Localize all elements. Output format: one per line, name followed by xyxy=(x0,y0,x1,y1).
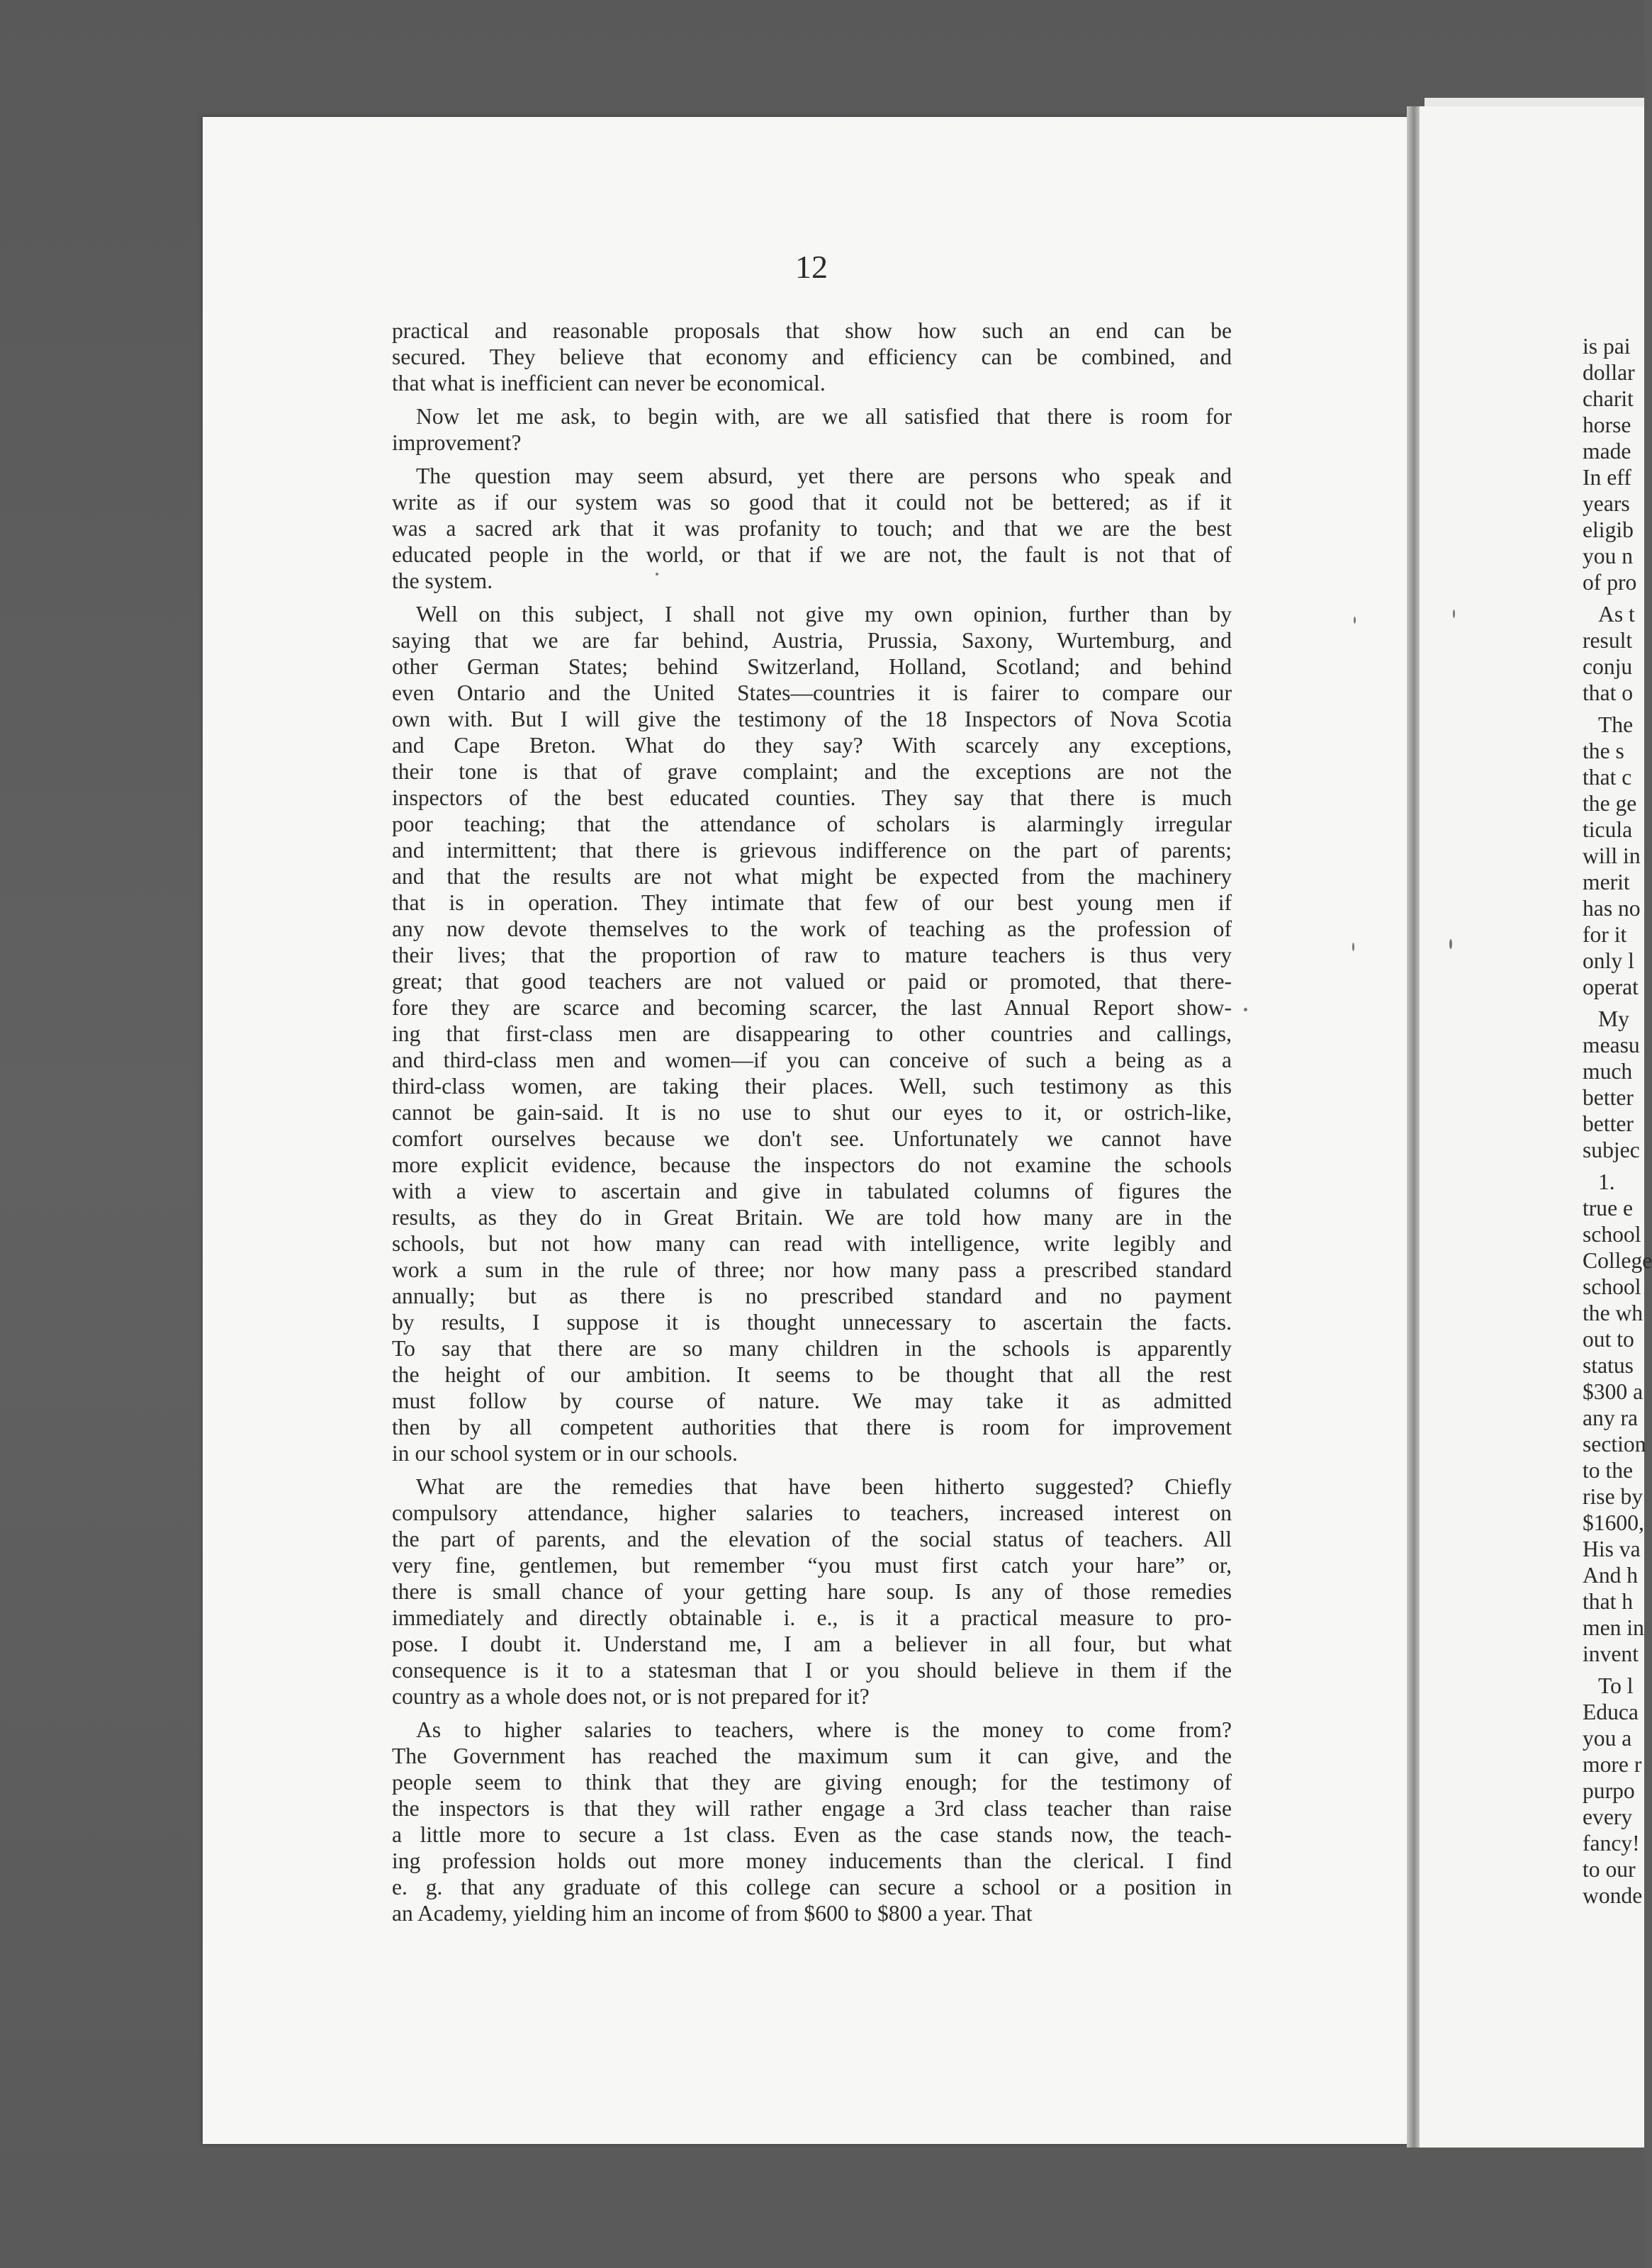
text-line: country as a whole does not, or is not prepared for it? xyxy=(392,1684,870,1709)
paragraph xyxy=(392,318,1232,396)
text-line: secured. They believe that economy and efficiency can be combined, and xyxy=(392,344,1232,369)
right-page-line: $300 a xyxy=(1583,1379,1643,1404)
main-text-column xyxy=(392,318,1232,1926)
right-page-line: measu xyxy=(1583,1033,1640,1057)
text-line: was a sacred ark that it was profanity to touch; and that we are the best xyxy=(392,516,1232,541)
paragraph-gap xyxy=(1583,1163,1646,1169)
scan-speck xyxy=(1453,610,1455,618)
text-line: educated people in the world, or that if we are not, the fault is not that of xyxy=(392,542,1232,567)
right-page-line: has no xyxy=(1583,896,1641,921)
scan-speck xyxy=(656,573,658,576)
paragraph-gap xyxy=(1583,706,1646,712)
scan-speck xyxy=(1449,939,1452,949)
text-line: saying that we are far behind, Austria, Prussia, Saxony, Wurtemburg, and xyxy=(392,628,1232,653)
text-line: improvement? xyxy=(392,430,522,455)
paragraph-gap xyxy=(392,1710,1232,1717)
right-page-line: made xyxy=(1583,439,1631,464)
right-page-line: purpo xyxy=(1583,1778,1635,1803)
text-line: and that the results are not what might be expected from the machinery xyxy=(392,864,1232,889)
right-page-line: His va xyxy=(1583,1537,1641,1561)
text-line: and third-class men and women—if you can conceive of such a being as a xyxy=(392,1048,1232,1072)
paragraph-gap xyxy=(1583,595,1646,601)
right-page-line: school xyxy=(1583,1222,1641,1247)
right-page-line: to the xyxy=(1583,1458,1634,1483)
text-line: Well on this subject, I shall not give my own opinion, further than by xyxy=(416,602,1232,627)
right-page-line: Educa xyxy=(1583,1700,1639,1724)
text-line: the part of parents, and the elevation of the social status of teachers. All xyxy=(392,1527,1232,1551)
text-line: an Academy, yielding him an income of from $600 to $800 a year. That xyxy=(392,1901,1033,1926)
text-line: by results, I suppose it is thought unnecessary to ascertain the facts. xyxy=(392,1310,1232,1335)
right-page-line: section xyxy=(1583,1432,1646,1456)
right-page-line: fancy! xyxy=(1583,1831,1640,1856)
right-page-line: that c xyxy=(1583,765,1632,790)
right-page-line: the s xyxy=(1583,739,1624,763)
right-page-line: any ra xyxy=(1583,1405,1639,1430)
right-page-line: that h xyxy=(1583,1589,1634,1614)
right-page-line: that o xyxy=(1583,680,1634,705)
right-page-line: $1600, xyxy=(1583,1510,1644,1535)
text-line: more explicit evidence, because the inspectors do not examine the schools xyxy=(392,1152,1232,1177)
text-line: people seem to think that they are giving enough; for the testimony of xyxy=(392,1770,1232,1795)
text-line: and Cape Breton. What do they say? With scarcely any exceptions, xyxy=(392,733,1232,758)
right-page-line: the ge xyxy=(1583,791,1637,816)
text-line: their tone is that of grave complaint; and the exceptions are not the xyxy=(392,759,1232,784)
text-line: very fine, gentlemen, but remember “you must first catch your hare” or, xyxy=(392,1553,1232,1578)
right-page-line: merit xyxy=(1583,870,1630,894)
text-line: own with. But I will give the testimony of the 18 Inspectors of Nova Scotia xyxy=(392,707,1232,731)
right-page-line: horse xyxy=(1583,412,1631,437)
text-line: then by all competent authorities that there is room for improvement xyxy=(392,1415,1232,1439)
right-page-line: for it xyxy=(1583,922,1627,947)
right-page-line: eligib xyxy=(1583,517,1634,542)
text-line: write as if our system was so good that it could not be bettered; as if it xyxy=(392,490,1232,515)
right-page-line: My xyxy=(1598,1006,1629,1031)
text-line: with a view to ascertain and give in tabulated columns of figures the xyxy=(392,1179,1232,1203)
right-page-line: charit xyxy=(1583,386,1634,411)
text-line: consequence is it to a statesman that I or you should believe in them if the xyxy=(392,1658,1232,1683)
right-page-line: wonde xyxy=(1583,1883,1643,1908)
text-line: in our school system or in our schools. xyxy=(392,1441,738,1466)
right-page-line: every xyxy=(1583,1804,1633,1829)
paragraph-gap xyxy=(392,396,1232,403)
text-line: even Ontario and the United States—countries it is fairer to compare our xyxy=(392,680,1232,705)
text-line: other German States; behind Switzerland, Holland, Scotland; and behind xyxy=(392,654,1232,679)
text-line: comfort ourselves because we don't see. Unfortunately we cannot have xyxy=(392,1126,1232,1151)
text-line: cannot be gain-said. It is no use to shut our eyes to it, or ostrich-like, xyxy=(392,1100,1232,1125)
book-gutter xyxy=(1407,106,1421,2148)
right-page-line: status xyxy=(1583,1353,1634,1378)
right-page-line: 1. xyxy=(1598,1169,1615,1194)
right-page-line: you n xyxy=(1583,544,1634,568)
paragraph xyxy=(392,463,1232,594)
text-line: there is small chance of your getting hare soup. Is any of those remedies xyxy=(392,1579,1232,1604)
right-page-line: conju xyxy=(1583,654,1633,679)
text-line: inspectors of the best educated counties. They say that there is much xyxy=(392,785,1232,810)
paragraph-gap xyxy=(392,1466,1232,1473)
right-page-line: the wh xyxy=(1583,1301,1643,1325)
right-page-line: men in xyxy=(1583,1615,1644,1640)
right-page-line: better xyxy=(1583,1085,1634,1110)
right-page-line: only l xyxy=(1583,948,1634,973)
text-line: poor teaching; that the attendance of scholars is alarmingly irregular xyxy=(392,812,1232,836)
text-line: work a sum in the rule of three; nor how many pass a prescribed standard xyxy=(392,1257,1232,1282)
text-line: third-class women, are taking their places. Well, such testimony as this xyxy=(392,1074,1232,1099)
right-page-line: As t xyxy=(1598,602,1635,627)
text-line: the inspectors is that they will rather engage a 3rd class teacher than raise xyxy=(392,1796,1232,1821)
text-line: To say that there are so many children in the schools is apparently xyxy=(392,1336,1232,1361)
right-page-line: College xyxy=(1583,1248,1652,1273)
paragraph xyxy=(392,403,1232,456)
text-line: great; that good teachers are not valued or paid or promoted, that there- xyxy=(392,969,1232,994)
paragraph-gap xyxy=(1583,1000,1646,1006)
right-page-line: subjec xyxy=(1583,1138,1640,1162)
right-page-line: To l xyxy=(1598,1673,1634,1698)
paragraph xyxy=(392,1473,1232,1710)
text-line: fore they are scarce and becoming scarcer, the last Annual Report show- xyxy=(392,995,1232,1020)
text-line: The Government has reached the maximum sum it can give, and the xyxy=(392,1744,1232,1768)
text-line: the system. xyxy=(392,568,493,593)
text-line: practical and reasonable proposals that show how such an end can be xyxy=(392,318,1232,343)
text-line: results, as they do in Great Britain. We are told how many are in the xyxy=(392,1205,1232,1230)
right-page-line: years xyxy=(1583,491,1630,516)
paragraph-gap xyxy=(392,594,1232,601)
scan-speck xyxy=(1352,943,1354,951)
text-line: schools, but not how many can read with intelligence, write legibly and xyxy=(392,1231,1232,1256)
text-line: ing that first-class men are disappearing to other countries and callings, xyxy=(392,1021,1232,1046)
scan-speck xyxy=(1244,1008,1247,1011)
scan-speck xyxy=(1354,617,1356,624)
right-page-line: true e xyxy=(1583,1196,1634,1220)
right-page-line: dollar xyxy=(1583,360,1635,385)
text-line: The question may seem absurd, yet there are persons who speak and xyxy=(416,464,1232,488)
right-page-line: ticula xyxy=(1583,817,1633,842)
page-number: 12 xyxy=(795,249,828,285)
right-page-line: operat xyxy=(1583,975,1639,999)
right-page-line: more r xyxy=(1583,1752,1642,1777)
right-page-line: better xyxy=(1583,1111,1634,1136)
paragraph xyxy=(392,601,1232,1466)
right-page-line: result xyxy=(1583,628,1633,653)
text-line: annually; but as there is no prescribed standard and no payment xyxy=(392,1284,1232,1308)
text-line: a little more to secure a 1st class. Even as the case stands now, the teach- xyxy=(392,1822,1232,1847)
right-page-line: you a xyxy=(1583,1726,1632,1751)
text-line: ing profession holds out more money inducements than the clerical. I find xyxy=(392,1848,1232,1873)
paragraph-gap xyxy=(1583,1667,1646,1673)
right-page-line: of pro xyxy=(1583,570,1637,595)
right-page-line: will in xyxy=(1583,843,1641,868)
text-line: the height of our ambition. It seems to be thought that all the rest xyxy=(392,1362,1232,1387)
text-line: that what is inefficient can never be economical. xyxy=(392,371,826,395)
text-line: their lives; that the proportion of raw to mature teachers is thus very xyxy=(392,943,1232,967)
text-line: pose. I doubt it. Understand me, I am a believer in all four, but what xyxy=(392,1632,1232,1656)
text-line: compulsory attendance, higher salaries to teachers, increased interest on xyxy=(392,1500,1232,1525)
right-page-line: is pai xyxy=(1583,334,1631,359)
right-page-text-fragments xyxy=(1583,333,1652,1909)
text-line: What are the remedies that have been hitherto suggested? Chiefly xyxy=(416,1474,1232,1499)
right-page-line: much xyxy=(1583,1059,1633,1084)
text-line: that is in operation. They intimate that few of our best young men if xyxy=(392,890,1232,915)
text-line: e. g. that any graduate of this college can secure a school or a position in xyxy=(392,1875,1232,1899)
right-page-line: out to xyxy=(1583,1327,1634,1352)
right-page-line: invent xyxy=(1583,1641,1639,1666)
right-page-line: In eff xyxy=(1583,465,1631,490)
right-page-line: The xyxy=(1598,712,1634,737)
text-line: any now devote themselves to the work of teaching as the profession of xyxy=(392,916,1232,941)
paragraph xyxy=(392,1717,1232,1926)
text-line: immediately and directly obtainable i. e., is it a practical measure to pro- xyxy=(392,1605,1232,1630)
text-line: and intermittent; that there is grievous indifference on the part of parents; xyxy=(392,838,1232,863)
right-page-line: to our xyxy=(1583,1857,1636,1882)
right-page-line: rise by xyxy=(1583,1484,1643,1509)
text-line: must follow by course of nature. We may take it as admitted xyxy=(392,1388,1232,1413)
paragraph-gap xyxy=(392,456,1232,463)
text-line: As to higher salaries to teachers, where is the money to come from? xyxy=(416,1717,1232,1742)
text-line: Now let me ask, to begin with, are we all satisfied that there is room for xyxy=(416,404,1232,429)
right-page-line: school xyxy=(1583,1274,1641,1299)
right-page-line: And h xyxy=(1583,1563,1639,1588)
